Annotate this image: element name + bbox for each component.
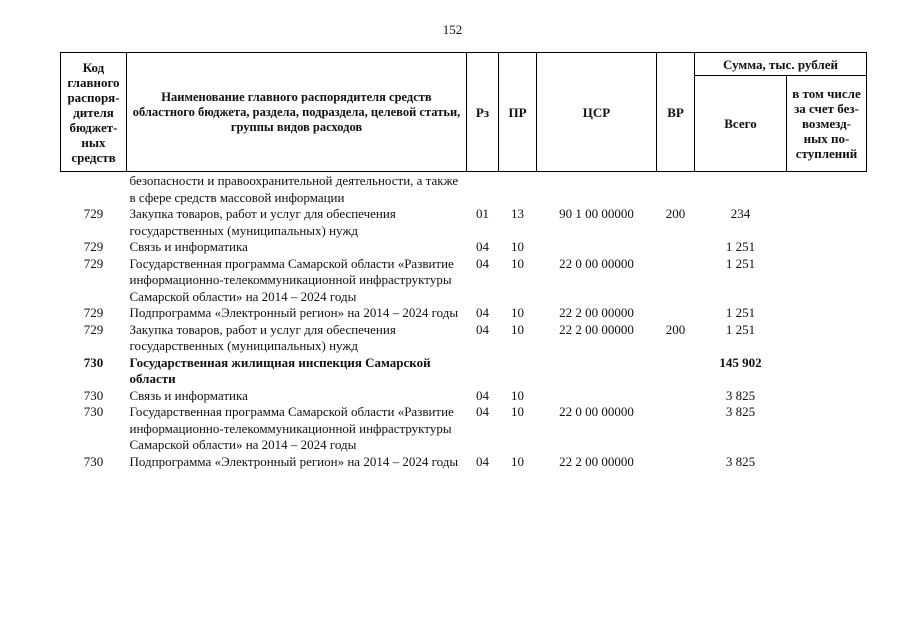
- cell-code: 729: [83, 239, 104, 254]
- cell-vr: [657, 305, 695, 322]
- header-total: Всего: [695, 76, 787, 172]
- header-code: Код главного распоря-дителя бюджет-ных средств: [61, 53, 127, 172]
- cell-name: Связь и информатика: [129, 387, 248, 403]
- cell-name: Закупка товаров, работ и услуг для обеспечения государственных (муниципальных) нужд: [129, 206, 396, 238]
- cell-vr: 200: [665, 206, 686, 221]
- cell-total: 1 251: [725, 321, 756, 337]
- table-body: [61, 172, 867, 471]
- table-row: [61, 404, 867, 454]
- cell-name: Закупка товаров, работ и услуг для обеспечения государственных (муниципальных) нужд: [129, 321, 396, 353]
- cell-free: [787, 239, 867, 256]
- cell-name: Подпрограмма «Электронный регион» на 2014 – 2024 годы: [129, 453, 459, 469]
- cell-pr: [499, 172, 537, 207]
- cell-code: 729: [83, 321, 104, 337]
- table-header: [61, 53, 867, 172]
- cell-total: 145 902: [719, 354, 762, 370]
- cell-csr: [537, 172, 657, 207]
- cell-code: 730: [83, 453, 104, 469]
- cell-total: 1 251: [725, 255, 756, 271]
- cell-rz: 04: [476, 255, 489, 271]
- cell-vr: [657, 256, 695, 306]
- cell-rz: 04: [476, 387, 489, 403]
- cell-pr: 10: [511, 387, 524, 403]
- table-row: [61, 388, 867, 405]
- cell-csr: 22 0 00 00000: [559, 255, 634, 271]
- header-sum: Сумма, тыс. рублей: [695, 53, 867, 76]
- cell-code: 730: [83, 387, 104, 403]
- cell-pr: 10: [511, 453, 524, 469]
- table-row: [61, 256, 867, 306]
- cell-rz: 04: [476, 453, 489, 469]
- cell-name: Подпрограмма «Электронный регион» на 2014 – 2024 годы: [129, 305, 459, 320]
- cell-name: Государственная программа Самарской области «Развитие информационно-телекоммуникационной инфраструктуры Самарской области» на 2014 – 2024 годы: [129, 255, 454, 304]
- cell-vr: [657, 172, 695, 207]
- table-row: [61, 322, 867, 355]
- header-rz: Рз: [467, 53, 499, 172]
- cell-rz: [467, 355, 499, 388]
- table-row: [61, 206, 867, 239]
- cell-free: [787, 454, 867, 471]
- cell-free: [787, 388, 867, 405]
- table-row: [61, 305, 867, 322]
- cell-csr: 22 2 00 00000: [559, 305, 634, 320]
- cell-csr: 22 0 00 00000: [559, 404, 634, 419]
- cell-pr: [499, 355, 537, 388]
- cell-total: 1 251: [725, 239, 756, 254]
- cell-csr: 90 1 00 00000: [559, 206, 634, 221]
- cell-free: [787, 172, 867, 207]
- header-pr: ПР: [499, 53, 537, 172]
- cell-code: 729: [83, 255, 104, 271]
- cell-rz: 01: [476, 206, 489, 221]
- cell-name: Государственная жилищная инспекция Самарской области: [129, 354, 431, 386]
- cell-name: Государственная программа Самарской области «Развитие информационно-телекоммуникационной инфраструктуры Самарской области» на 2014 – 2024 годы: [129, 404, 454, 452]
- cell-code: 729: [83, 206, 104, 221]
- table-row: [61, 239, 867, 256]
- cell-rz: 04: [476, 305, 489, 320]
- cell-total: [695, 172, 787, 207]
- table-row: [61, 355, 867, 388]
- cell-free: [787, 305, 867, 322]
- cell-pr: 10: [511, 321, 524, 337]
- cell-vr: [657, 239, 695, 256]
- cell-rz: 04: [476, 239, 489, 254]
- cell-total: 3 825: [725, 404, 756, 419]
- cell-vr: [657, 388, 695, 405]
- cell-rz: 04: [476, 404, 489, 419]
- cell-vr: 200: [665, 321, 686, 337]
- cell-free: [787, 322, 867, 355]
- cell-free: [787, 206, 867, 239]
- cell-vr: [657, 355, 695, 388]
- cell-csr: 22 2 00 00000: [559, 321, 634, 337]
- header-vr: ВР: [657, 53, 695, 172]
- cell-rz: 04: [476, 321, 489, 337]
- cell-csr: [537, 355, 657, 388]
- cell-csr: [537, 239, 657, 256]
- budget-table: [60, 52, 867, 470]
- cell-total: 234: [730, 206, 751, 221]
- cell-free: [787, 256, 867, 306]
- cell-pr: 10: [511, 255, 524, 271]
- cell-vr: [657, 454, 695, 471]
- cell-code: 729: [83, 305, 104, 320]
- table-row: [61, 172, 867, 207]
- cell-csr: [537, 388, 657, 405]
- cell-rz: [467, 172, 499, 207]
- cell-vr: [657, 404, 695, 454]
- header-name: Наименование главного распорядителя средств областного бюджета, раздела, подраздела, целевой статьи, группы видов расходов: [127, 53, 467, 172]
- cell-name: безопасности и правоохранительной деятельности, а также в сфере средств массовой информации: [129, 173, 459, 205]
- cell-code: 730: [83, 404, 104, 419]
- cell-free: [787, 355, 867, 388]
- cell-csr: 22 2 00 00000: [559, 453, 634, 469]
- table-row: [61, 454, 867, 471]
- cell-free: [787, 404, 867, 454]
- cell-code: [61, 172, 127, 207]
- cell-pr: 10: [511, 404, 524, 419]
- cell-total: 1 251: [725, 305, 756, 320]
- page-number: 152: [442, 22, 463, 37]
- cell-pr: 10: [511, 239, 524, 254]
- cell-pr: 10: [511, 305, 524, 320]
- cell-code: 730: [83, 354, 104, 370]
- header-csr: ЦСР: [537, 53, 657, 172]
- cell-name: Связь и информатика: [129, 239, 248, 254]
- header-including: в том числе за счет без-возмезд-ных по-ступлений: [787, 76, 867, 172]
- cell-total: 3 825: [725, 387, 756, 403]
- cell-pr: 13: [511, 206, 524, 221]
- cell-total: 3 825: [725, 453, 756, 469]
